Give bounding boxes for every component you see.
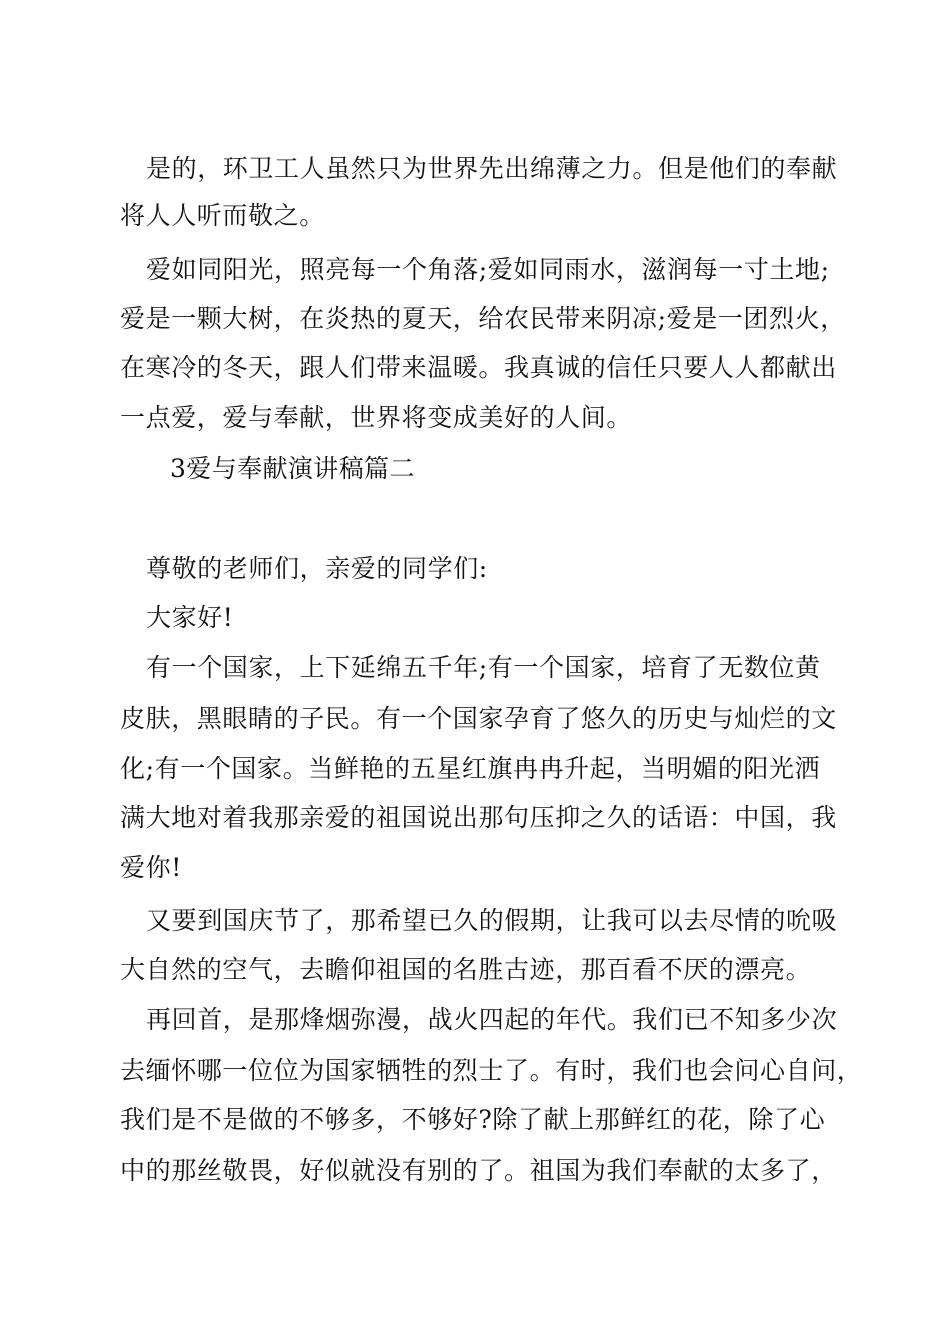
text-line: 皮肤，黑眼睛的子民。有一个国家孕育了悠久的历史与灿烂的文 (120, 704, 837, 733)
text-line: 再回首，是那烽烟弥漫，战火四起的年代。我们已不知多少次 (146, 1005, 838, 1034)
text-line: 爱如同阳光，照亮每一个角落;爱如同雨水，滋润每一寸土地; (146, 255, 830, 284)
text-line: 尊敬的老师们，亲爱的同学们: (146, 554, 488, 583)
text-line: 去缅怀哪一位位为国家牺牲的烈士了。有时，我们也会问心自问， (120, 1056, 863, 1085)
text-line: 化;有一个国家。当鲜艳的五星红旗冉冉升起，当明媚的阳光洒 (120, 754, 821, 783)
text-line: 一点爱，爱与奉献，世界将变成美好的人间。 (120, 403, 633, 432)
section-heading: 3爱与奉献演讲稿篇二 (170, 454, 415, 483)
text-line: 又要到国庆节了，那希望已久的假期，让我可以去尽情的吮吸 (146, 906, 838, 935)
text-line: 我们是不是做的不够多，不够好?除了献上那鲜红的花，除了心 (120, 1105, 826, 1134)
text-line: 是的，环卫工人虽然只为世界先出绵薄之力。但是他们的奉献 (146, 154, 838, 183)
text-line: 在寒冷的冬天，跟人们带来温暖。我真诚的信任只要人人都献出 (120, 353, 837, 382)
text-line: 大家好! (146, 603, 234, 632)
text-line: 大自然的空气，去瞻仰祖国的名胜古迹，那百看不厌的漂亮。 (120, 955, 812, 984)
text-line: 满大地对着我那亲爱的祖国说出那句压抑之久的话语：中国，我 (120, 803, 837, 832)
text-line: 爱是一颗大树，在炎热的夏天，给农民带来阴凉;爱是一团烈火， (120, 304, 846, 333)
text-line: 中的那丝敬畏，好似就没有别的了。祖国为我们奉献的太多了， (120, 1156, 837, 1185)
text-line: 将人人听而敬之。 (120, 201, 325, 230)
text-line: 有一个国家，上下延绵五千年;有一个国家，培育了无数位黄 (146, 653, 821, 682)
text-line: 爱你! (120, 853, 182, 882)
